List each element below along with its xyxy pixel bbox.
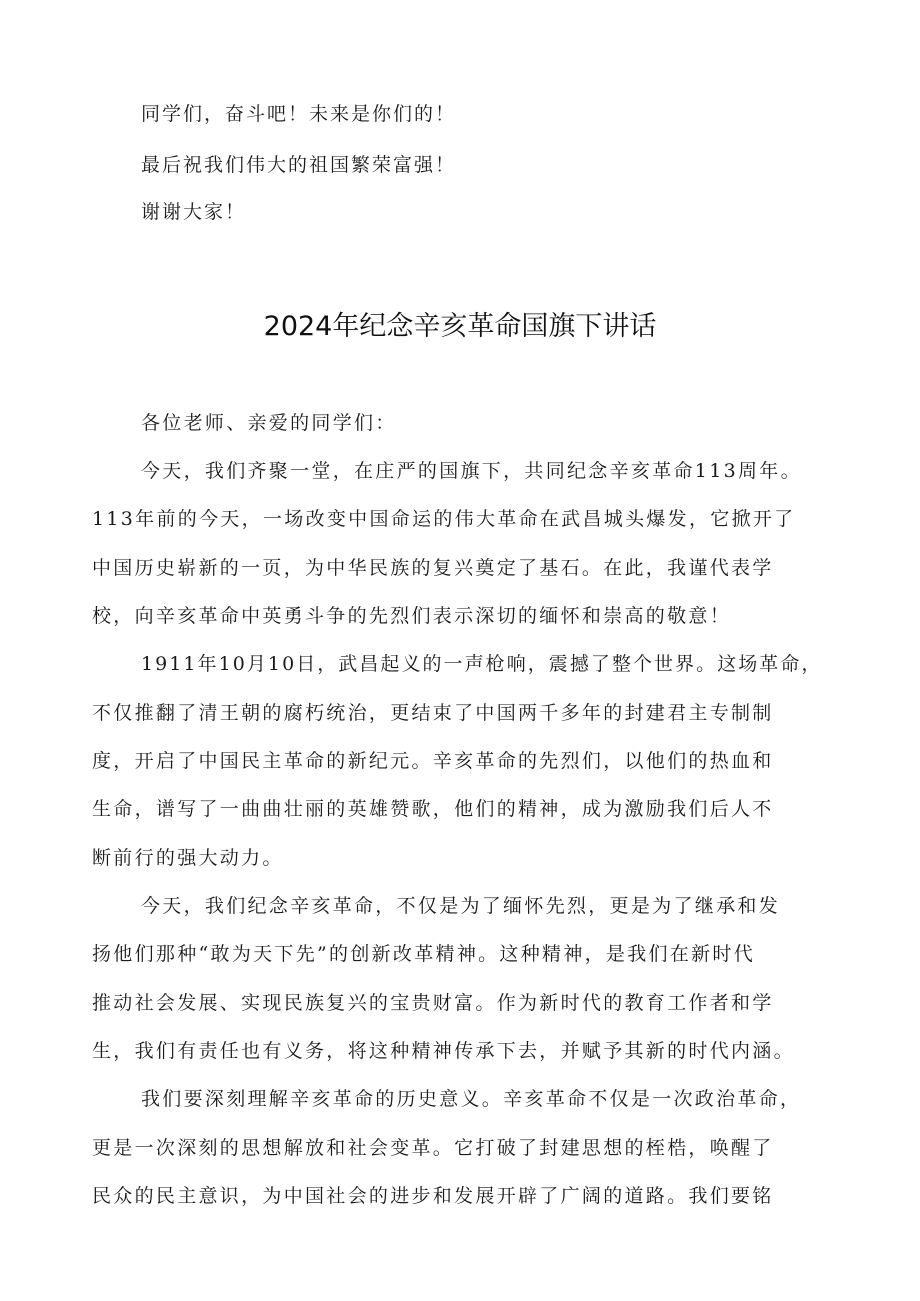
paragraph-line: 今天，我们纪念辛亥革命，不仅是为了缅怀先烈，更是为了继承和发 bbox=[141, 895, 781, 917]
closing-line-1: 同学们，奋斗吧！未来是你们的！ bbox=[141, 103, 457, 125]
paragraph-line: 我们要深刻理解辛亥革命的历史意义。辛亥革命不仅是一次政治革命， bbox=[141, 1088, 802, 1110]
paragraph-line: 断前行的强大动力。 bbox=[92, 847, 284, 869]
salutation: 各位老师、亲爱的同学们： bbox=[141, 412, 397, 434]
paragraph-line: 民众的民主意识，为中国社会的进步和发展开辟了广阔的道路。我们要铭 bbox=[92, 1185, 774, 1207]
paragraph-line: 生命，谱写了一曲曲壮丽的英雄赞歌，他们的精神，成为激励我们后人不 bbox=[92, 798, 774, 820]
paragraph-line: 今天，我们齐聚一堂，在庄严的国旗下，共同纪念辛亥革命113周年。 bbox=[141, 460, 802, 482]
paragraph-line: 不仅推翻了清王朝的腐朽统治，更结束了中国两千多年的封建君主专制制 bbox=[92, 702, 774, 724]
paragraph-line: 生，我们有责任也有义务，将这种精神传承下去，并赋予其新的时代内涵。 bbox=[92, 1040, 795, 1062]
closing-line-3: 谢谢大家！ bbox=[141, 201, 247, 223]
closing-line-2: 最后祝我们伟大的祖国繁荣富强！ bbox=[141, 154, 457, 176]
paragraph-line: 扬他们那种“敢为天下先”的创新改革精神。这种精神，是我们在新时代 bbox=[92, 943, 756, 965]
paragraph-line: 校，向辛亥革命中英勇斗争的先烈们表示深切的缅怀和崇高的敬意！ bbox=[92, 605, 732, 627]
page-title: 2024年纪念辛亥革命国旗下讲话 bbox=[263, 311, 657, 342]
paragraph-line: 中国历史崭新的一页，为中华民族的复兴奠定了基石。在此，我谨代表学 bbox=[92, 557, 774, 579]
paragraph-line: 1911年10月10日，武昌起义的一声枪响，震撼了整个世界。这场革命， bbox=[141, 653, 823, 675]
paragraph-line: 推动社会发展、实现民族复兴的宝贵财富。作为新时代的教育工作者和学 bbox=[92, 992, 774, 1014]
paragraph-line: 度，开启了中国民主革命的新纪元。辛亥革命的先烈们，以他们的热血和 bbox=[92, 750, 774, 772]
paragraph-line: 更是一次深刻的思想解放和社会变革。它打破了封建思想的桎梏，唤醒了 bbox=[92, 1137, 774, 1159]
paragraph-line: 113年前的今天，一场改变中国命运的伟大革命在武昌城头爆发，它掀开了 bbox=[92, 508, 796, 530]
